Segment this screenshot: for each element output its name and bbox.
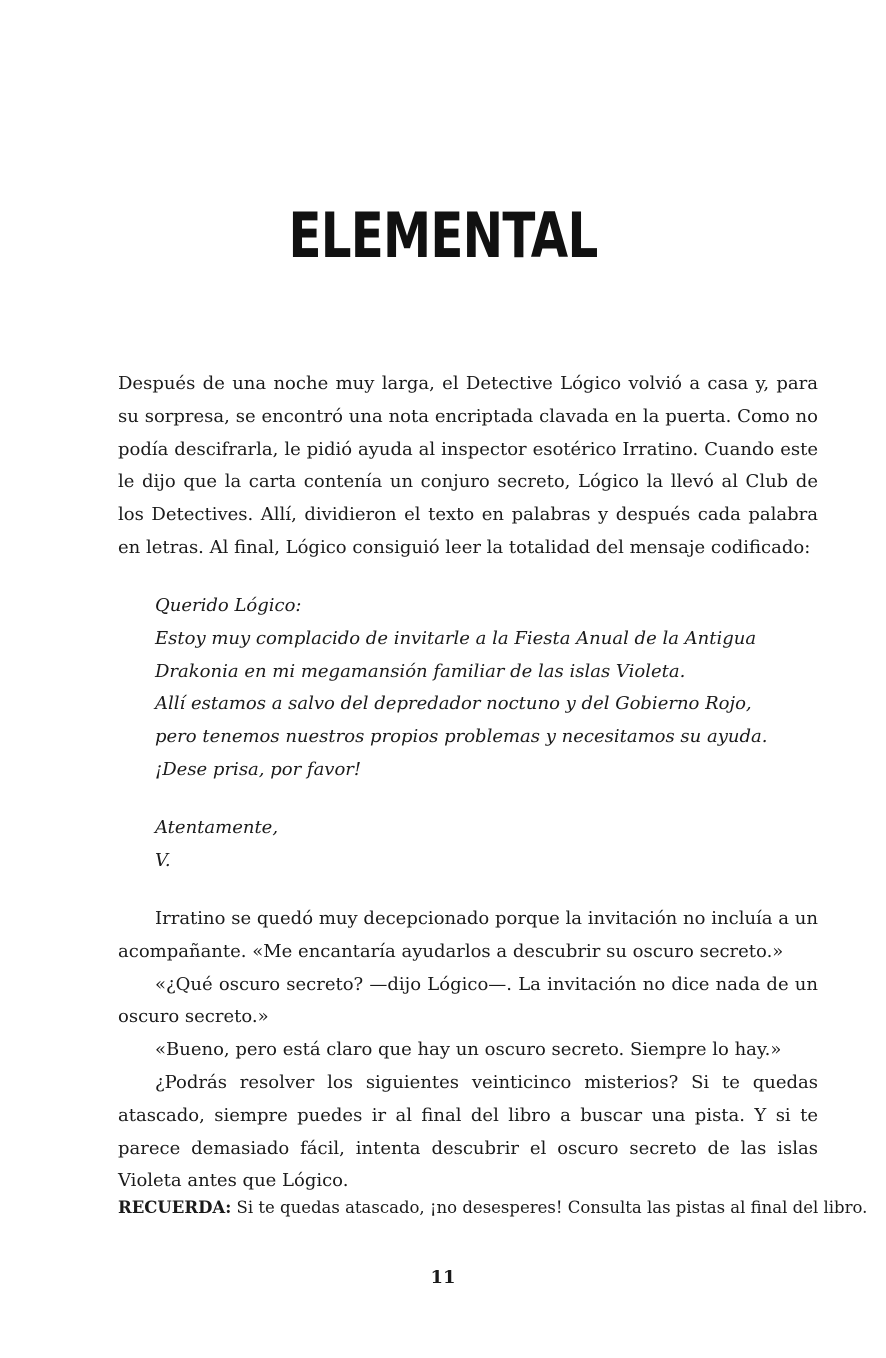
reminder-note xyxy=(118,1194,868,1222)
letter-sign-block xyxy=(155,812,787,878)
story-paragraph: «Bueno, pero está claro que hay un oscuro secreto. Siempre lo hay.» xyxy=(155,1039,782,1061)
reminder-label: RECUERDA: xyxy=(118,1198,232,1217)
intro-paragraph: Después de una noche muy larga, el Detective Lógico volvió a casa y, para su sorpresa, se encontró una nota encriptada clavada en la puerta. Como no podía descifrarla, le pidió ayuda al inspector esotérico Irratino. Cuando este le dijo que la carta contenía un conjuro secreto, Lógico la llevó al Club de los Detectives. Allí, dividieron el texto en palabras y después cada palabra en letras. Al final, Lógico consiguió leer la totalidad del mensaje codificado: xyxy=(118,373,818,558)
encrypted-letter xyxy=(155,590,787,877)
letter-line: Estoy muy complacido de invitarle a la Fiesta Anual de la Antigua Drakonia en mi megamansión familiar de las islas Violeta. xyxy=(155,627,757,682)
chapter-title: ELEMENTAL xyxy=(288,199,598,272)
letter-line: Allí estamos a salvo del depredador noctuno y del Gobierno Rojo, pero tenemos nuestros propios problemas y necesitamos su ayuda. ¡Dese prisa, por favor! xyxy=(155,693,768,780)
letter-greeting: Querido Lógico: xyxy=(155,595,302,616)
letter-signature: V. xyxy=(155,849,171,871)
page-number: 11 xyxy=(430,1267,456,1288)
story-section xyxy=(118,903,818,1198)
story-paragraph: «¿Qué oscuro secreto? —dijo Lógico—. La invitación no dice nada de un oscuro secreto.» xyxy=(118,973,818,1028)
story-paragraph: Irratino se quedó muy decepcionado porque la invitación no incluía a un acompañante. «Me encantaría ayudarlos a descubrir su oscuro secreto.» xyxy=(118,908,818,962)
reminder-text: Si te quedas atascado, ¡no desesperes! Consulta las pistas al final del libro. xyxy=(231,1198,868,1217)
story-paragraph: ¿Podrás resolver los siguientes veinticinco misterios? Si te quedas atascado, siempre puedes ir al final del libro a buscar una pista. Y si te parece demasiado fácil, intenta descubrir el oscuro secreto de las islas Violeta antes que Lógico. xyxy=(118,1071,818,1192)
letter-closing: Atentamente, xyxy=(155,816,279,838)
